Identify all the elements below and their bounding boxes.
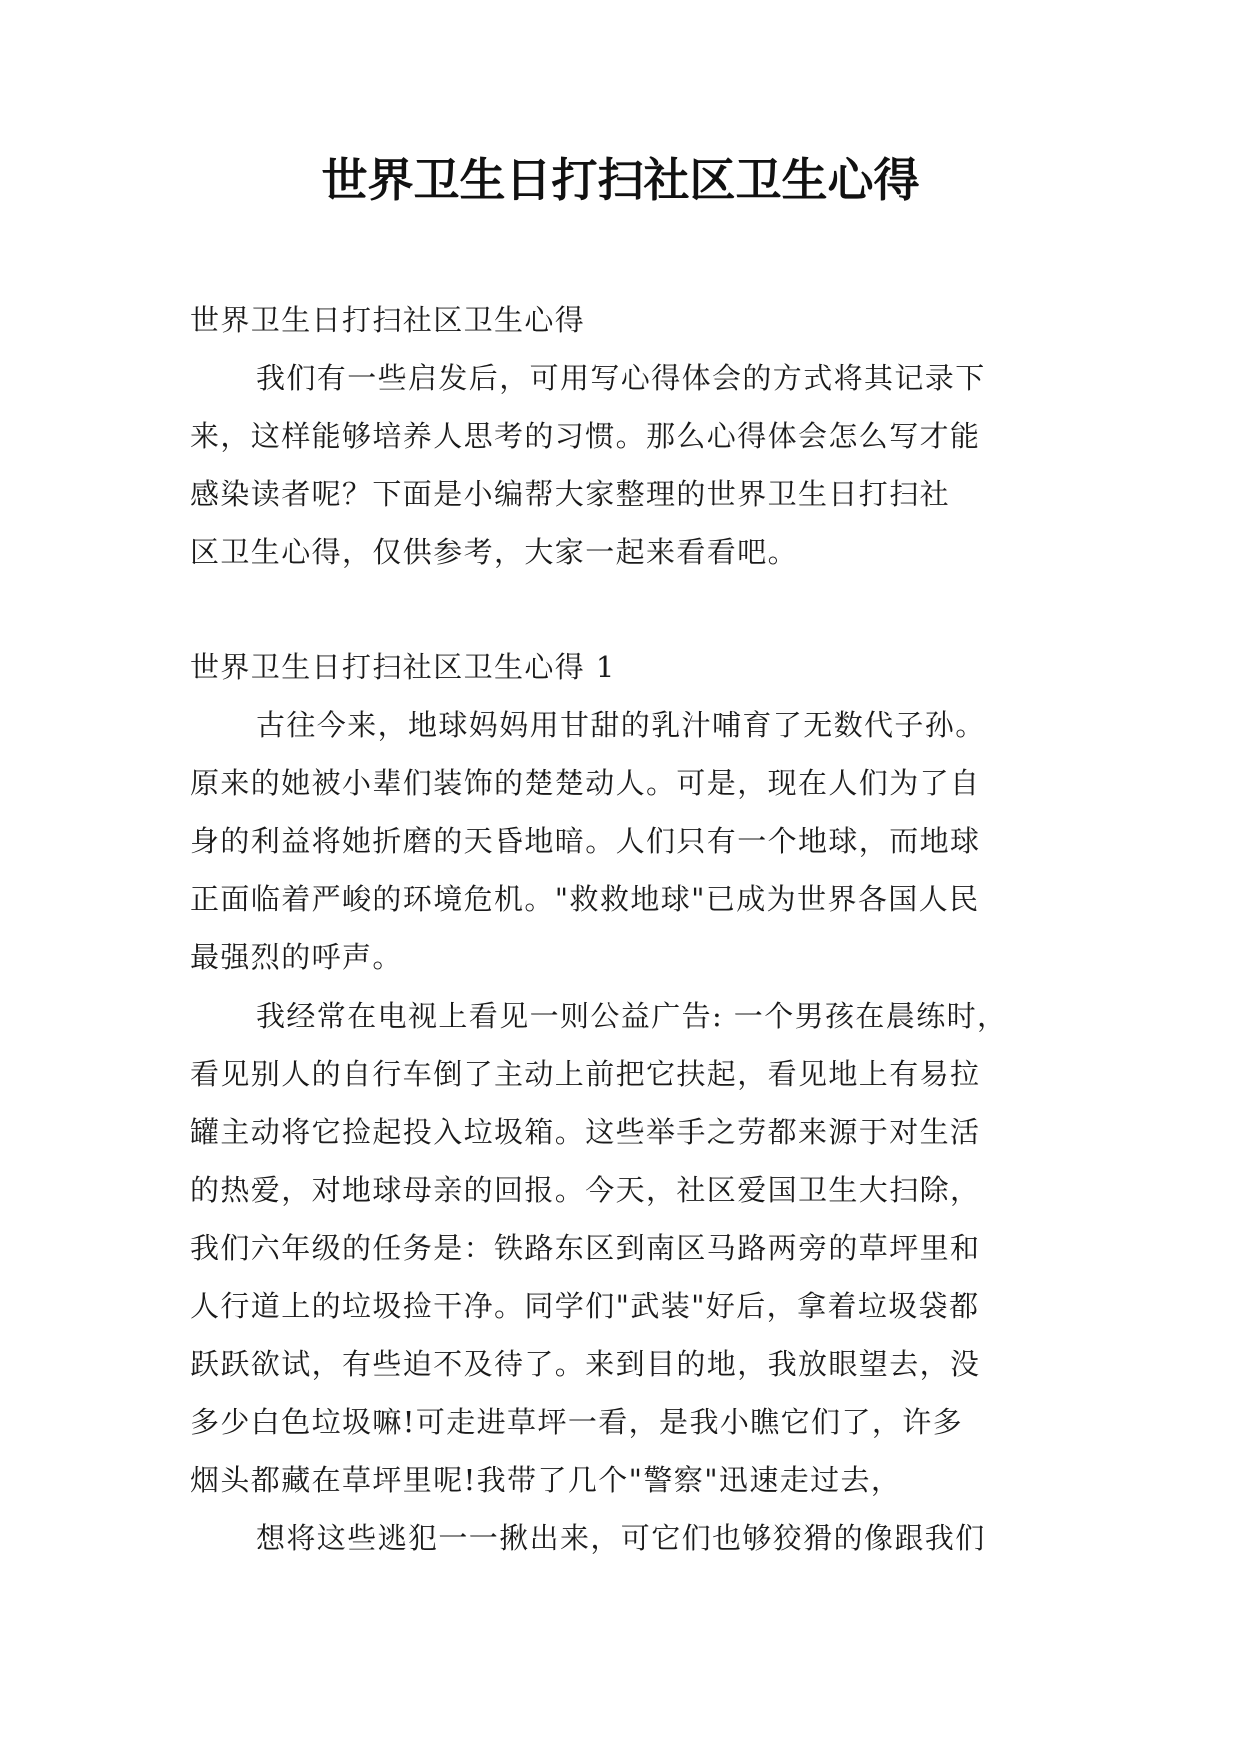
paragraph-line: 正面临着严峻的环境危机。"救救地球"已成为世界各国人民 — [190, 882, 980, 916]
paragraph-line: 感染读者呢？下面是小编帮大家整理的世界卫生日打扫社 — [190, 477, 951, 511]
section-heading: 世界卫生日打扫社区卫生心得 — [190, 303, 586, 337]
paragraph-line: 我经常在电视上看见一则公益广告: 一个男孩在晨练时， — [256, 999, 1008, 1033]
paragraph-line: 罐主动将它捡起投入垃圾箱。这些举手之劳都来源于对生活 — [190, 1115, 981, 1149]
paragraph-line: 身的利益将她折磨的天昏地暗。人们只有一个地球，而地球 — [190, 824, 981, 858]
section-heading: 世界卫生日打扫社区卫生心得 1 — [190, 650, 616, 684]
paragraph-line: 古往今来，地球妈妈用甘甜的乳汁哺育了无数代子孙。 — [256, 708, 986, 742]
document-title: 世界卫生日打扫社区卫生心得 — [321, 153, 920, 207]
paragraph-line: 区卫生心得，仅供参考，大家一起来看看吧。 — [190, 535, 799, 569]
paragraph-line: 看见别人的自行车倒了主动上前把它扶起，看见地上有易拉 — [190, 1057, 981, 1091]
paragraph-line: 原来的她被小辈们装饰的楚楚动人。可是，现在人们为了自 — [190, 766, 981, 800]
paragraph-line: 我们六年级的任务是：铁路东区到南区马路两旁的草坪里和 — [190, 1231, 981, 1265]
paragraph-line: 烟头都藏在草坪里呢!我带了几个"警察"迅速走过去， — [190, 1463, 902, 1497]
paragraph-line: 多少白色垃圾嘛!可走进草坪一看，是我小瞧它们了，许多 — [190, 1405, 964, 1439]
paragraph-line: 人行道上的垃圾捡干净。同学们"武装"好后，拿着垃圾袋都 — [190, 1289, 980, 1323]
paragraph-line: 跃跃欲试，有些迫不及待了。来到目的地，我放眼望去，没 — [190, 1347, 981, 1381]
paragraph-line: 来，这样能够培养人思考的习惯。那么心得体会怎么写才能 — [190, 419, 981, 453]
paragraph-line: 最强烈的呼声。 — [190, 940, 403, 974]
paragraph-line: 我们有一些启发后，可用写心得体会的方式将其记录下 — [256, 361, 986, 395]
paragraph-line: 的热爱，对地球母亲的回报。今天，社区爱国卫生大扫除， — [190, 1173, 981, 1207]
paragraph-line: 想将这些逃犯一一揪出来，可它们也够狡猾的像跟我们 — [256, 1521, 986, 1555]
